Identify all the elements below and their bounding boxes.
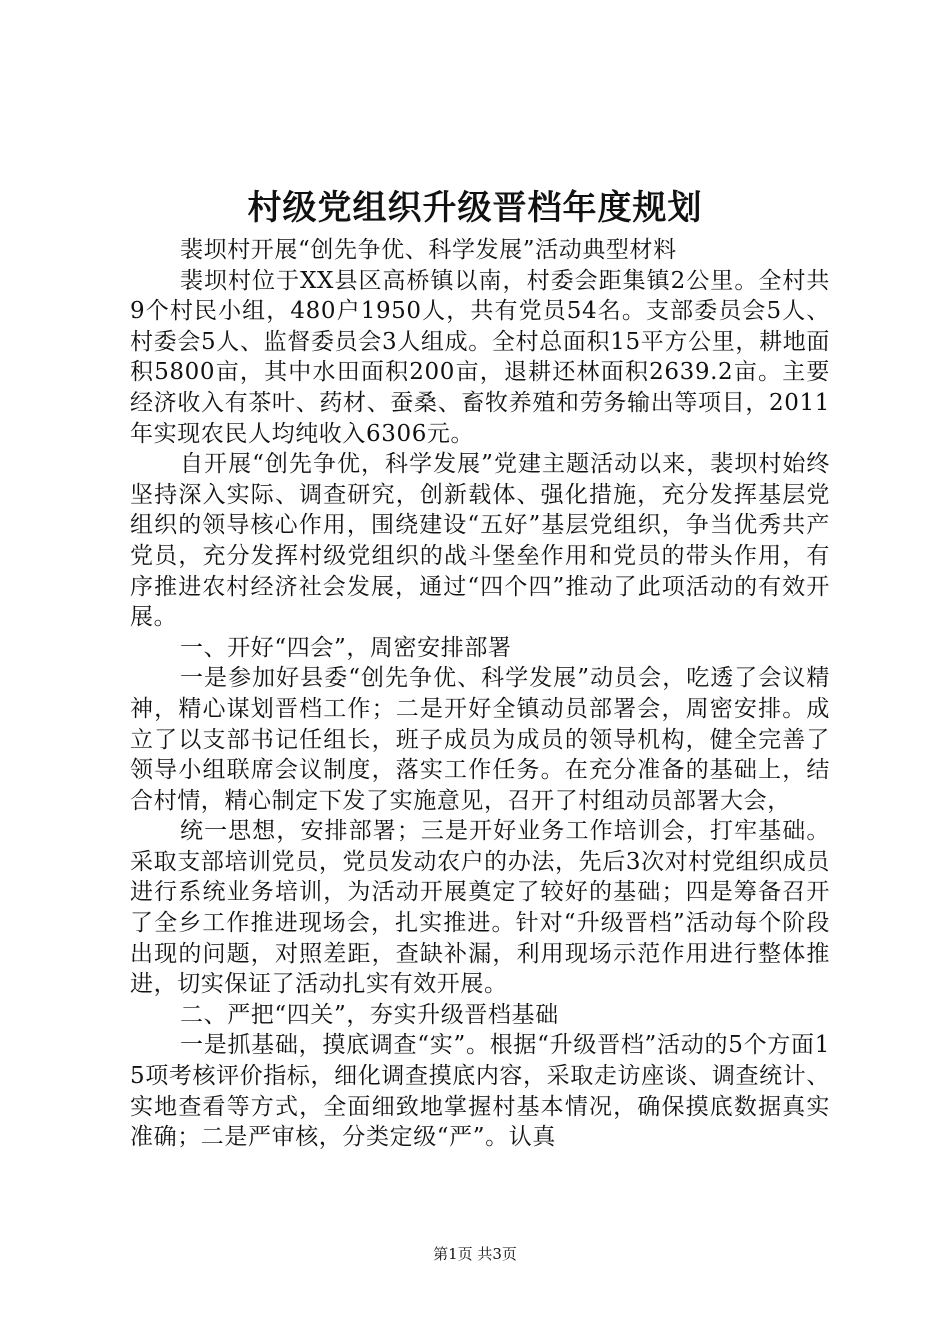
paragraph-village-overview: 裴坝村位于XX县区高桥镇以南，村委会距集镇2公里。全村共9个村民小组，480户1950人，共有党员54名。支部委员会5人、村委会5人、监督委员会3人组成。全村总面积15平方公里，耕地面积5800亩，其中水田面积200亩，退耕还林面积2639.2亩。主要经济收入有茶叶、药材、蚕桑、畜牧养殖和劳务输出等项目，2011年实现农民人均纯收入6306元。: [130, 267, 830, 447]
section-heading-1: 一、开好“四会”，周密安排部署: [180, 634, 512, 661]
document-body: [130, 235, 830, 1153]
paragraph-subtitle: 裴坝村开展“创先争优、科学发展”活动典型材料: [180, 237, 677, 263]
section-heading-2: 二、严把“四关”，夯实升级晋档基础: [180, 1001, 559, 1028]
paragraph-section-1: 一是参加好县委“创先争优、科学发展”动员会，吃透了会议精神，精心谋划晋档工作；二是开好全镇动员部署会，周密安排。成立了以支部书记任组长，班子成员为成员的领导机构，健全完善了领导小组联席会议制度，落实工作任务。在充分准备的基础上，结合村情，精心制定下发了实施意见，召开了村组动员部署大会，: [130, 665, 830, 814]
paragraph-section-1-continued: 统一思想，安排部署；三是开好业务工作培训会，打牢基础。采取支部培训党员，党员发动农户的办法，先后3次对村党组织成员进行系统业务培训，为活动开展奠定了较好的基础；四是筹备召开了全乡工作推进现场会，扎实推进。针对“升级晋档”活动每个阶段出现的问题，对照差距，查缺补漏，利用现场示范作用进行整体推进，切实保证了活动扎实有效开展。: [130, 818, 830, 998]
document-title: 村级党组织升级晋档年度规划: [247, 188, 703, 228]
paragraph-activity-intro: 自开展“创先争优，科学发展”党建主题活动以来，裴坝村始终坚持深入实际、调查研究，创新载体、强化措施，充分发挥基层党组织的领导核心作用，围绕建设“五好”基层党组织，争当优秀共产党员，充分发挥村级党组织的战斗堡垒作用和党员的带头作用，有序推进农村经济社会发展，通过“四个四”推动了此项活动的有效开展。: [130, 451, 830, 631]
paragraph-section-2: 一是抓基础，摸底调查“实”。根据“升级晋档”活动的5个方面15项考核评价指标，细化调查摸底内容，采取走访座谈、调查统计、实地查看等方式，全面细致地掌握村基本情况，确保摸底数据真实准确；二是严审核，分类定级“严”。认真: [130, 1032, 830, 1151]
page-footer: 第1页 共3页: [433, 1245, 517, 1263]
